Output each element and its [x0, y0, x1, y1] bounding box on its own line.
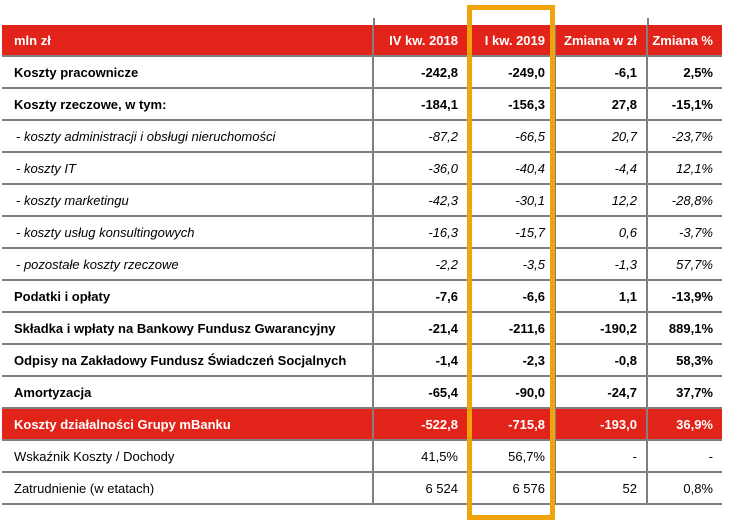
row-value: -715,8	[468, 408, 555, 440]
row-value: -21,4	[373, 312, 468, 344]
table-row	[2, 216, 722, 248]
row-value: 52	[555, 472, 647, 504]
column-divider-tick	[373, 18, 375, 25]
row-value: -66,5	[468, 120, 555, 152]
row-label: Zatrudnienie (w etatach)	[2, 472, 373, 504]
row-value: -4,4	[555, 152, 647, 184]
row-value: 6 524	[373, 472, 468, 504]
table-row	[2, 472, 722, 504]
row-value: -2,2	[373, 248, 468, 280]
row-value: -0,8	[555, 344, 647, 376]
column-divider-tick	[647, 18, 649, 25]
row-value: -1,3	[555, 248, 647, 280]
unit-header-cell: mln zł	[2, 25, 373, 56]
row-value: -6,1	[555, 56, 647, 88]
row-value: -193,0	[555, 408, 647, 440]
row-value: 58,3%	[647, 344, 722, 376]
row-value: 12,1%	[647, 152, 722, 184]
row-label: - koszty IT	[2, 152, 373, 184]
row-value: -522,8	[373, 408, 468, 440]
row-label: Koszty rzeczowe, w tym:	[2, 88, 373, 120]
table-row	[2, 280, 722, 312]
table-row	[2, 56, 722, 88]
row-value: -190,2	[555, 312, 647, 344]
table-body	[2, 56, 722, 504]
row-value: -7,6	[373, 280, 468, 312]
row-value: 889,1%	[647, 312, 722, 344]
table-row	[2, 248, 722, 280]
row-value: -13,9%	[647, 280, 722, 312]
table-row	[2, 344, 722, 376]
row-value: 6 576	[468, 472, 555, 504]
column-header-change-zl: Zmiana w zł	[555, 25, 647, 56]
row-label: Koszty pracownicze	[2, 56, 373, 88]
row-value: -36,0	[373, 152, 468, 184]
header-row	[2, 25, 722, 56]
row-value: 2,5%	[647, 56, 722, 88]
row-label: Wskaźnik Koszty / Dochody	[2, 440, 373, 472]
costs-table	[2, 25, 722, 505]
row-label: - koszty marketingu	[2, 184, 373, 216]
row-value: -24,7	[555, 376, 647, 408]
row-value: 27,8	[555, 88, 647, 120]
row-value: -1,4	[373, 344, 468, 376]
row-value: -242,8	[373, 56, 468, 88]
row-value: -30,1	[468, 184, 555, 216]
row-value: 36,9%	[647, 408, 722, 440]
row-value: 20,7	[555, 120, 647, 152]
table-row	[2, 120, 722, 152]
table-row	[2, 440, 722, 472]
row-label: Koszty działalności Grupy mBanku	[2, 408, 373, 440]
column-header-q4-2018: IV kw. 2018	[373, 25, 468, 56]
row-value: 56,7%	[468, 440, 555, 472]
row-value: -156,3	[468, 88, 555, 120]
row-value: -87,2	[373, 120, 468, 152]
table-row	[2, 152, 722, 184]
row-label: - koszty administracji i obsługi nieruchomości	[2, 120, 373, 152]
row-value: -16,3	[373, 216, 468, 248]
row-label: Amortyzacja	[2, 376, 373, 408]
row-value: -3,5	[468, 248, 555, 280]
row-value: 12,2	[555, 184, 647, 216]
column-header-q1-2019: I kw. 2019	[468, 25, 555, 56]
row-value: -211,6	[468, 312, 555, 344]
row-value: -65,4	[373, 376, 468, 408]
row-value: 37,7%	[647, 376, 722, 408]
row-value: -184,1	[373, 88, 468, 120]
table-row	[2, 88, 722, 120]
row-label: Podatki i opłaty	[2, 280, 373, 312]
row-value: -249,0	[468, 56, 555, 88]
row-value: -90,0	[468, 376, 555, 408]
row-label: - koszty usług konsultingowych	[2, 216, 373, 248]
row-value: 57,7%	[647, 248, 722, 280]
column-header-change-pct: Zmiana %	[647, 25, 722, 56]
row-value: -15,7	[468, 216, 555, 248]
row-label: Składka i wpłaty na Bankowy Fundusz Gwarancyjny	[2, 312, 373, 344]
row-value: -	[555, 440, 647, 472]
row-value: -6,6	[468, 280, 555, 312]
row-label: Odpisy na Zakładowy Fundusz Świadczeń Socjalnych	[2, 344, 373, 376]
row-value: 1,1	[555, 280, 647, 312]
table-row	[2, 408, 722, 440]
row-value: 0,6	[555, 216, 647, 248]
row-value: -28,8%	[647, 184, 722, 216]
row-value: -42,3	[373, 184, 468, 216]
row-value: -23,7%	[647, 120, 722, 152]
row-value: 41,5%	[373, 440, 468, 472]
row-value: -15,1%	[647, 88, 722, 120]
table-row	[2, 376, 722, 408]
row-value: 0,8%	[647, 472, 722, 504]
table-row	[2, 184, 722, 216]
row-value: -2,3	[468, 344, 555, 376]
row-value: -40,4	[468, 152, 555, 184]
row-label: - pozostałe koszty rzeczowe	[2, 248, 373, 280]
table-row	[2, 312, 722, 344]
row-value: -	[647, 440, 722, 472]
row-value: -3,7%	[647, 216, 722, 248]
